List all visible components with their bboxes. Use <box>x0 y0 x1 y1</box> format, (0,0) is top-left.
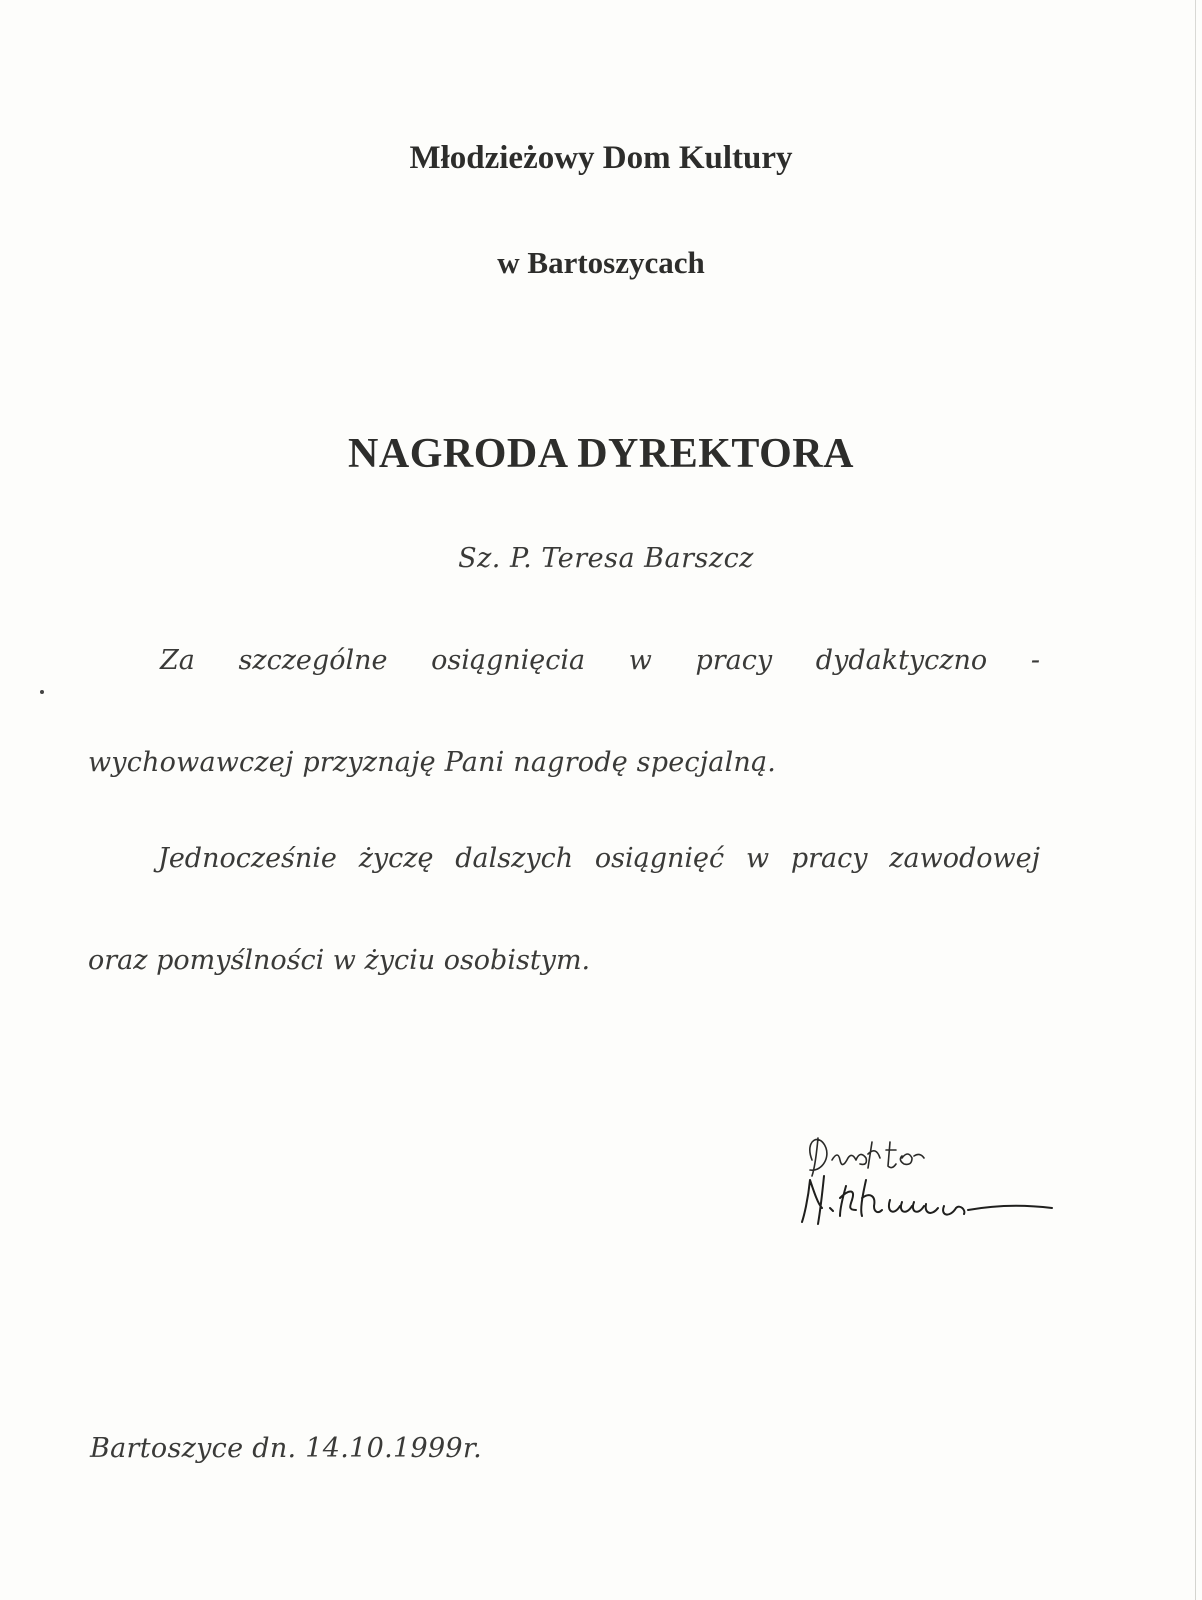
body-word: w <box>628 645 652 676</box>
body-word: osiągnięcia <box>431 645 586 676</box>
scan-edge-line <box>1195 0 1196 1600</box>
body-word: pracy <box>790 843 868 874</box>
body-word: Za <box>160 645 195 676</box>
body-word: dydaktyczno <box>815 645 988 676</box>
institution-name: Młodzieżowy Dom Kultury <box>409 140 793 176</box>
body-word: osiągnięć <box>594 843 725 874</box>
scan-speck <box>40 690 44 694</box>
institution-city: w Bartoszycach <box>497 245 705 280</box>
body-line-1 <box>160 645 1040 676</box>
body-line-2: wychowawczej przyznaję Pani nagrodę specjalną. <box>88 747 777 778</box>
body-word: dalszych <box>455 843 574 874</box>
signature-caption-stroke <box>810 1138 924 1176</box>
body-word: w <box>745 843 770 874</box>
body-word: - <box>1030 645 1040 676</box>
signature-main-stroke <box>802 1176 1052 1224</box>
body-word: szczególne <box>238 645 388 676</box>
recipient-name: Sz. P. Teresa Barszcz <box>458 543 754 574</box>
body-word: Jednocześnie <box>158 843 337 874</box>
body-line-4: oraz pomyślności w życiu osobistym. <box>88 945 591 976</box>
director-signature <box>790 1120 1080 1250</box>
date-line: Bartoszyce dn. 14.10.1999r. <box>90 1433 483 1464</box>
body-line-3 <box>158 843 1040 874</box>
award-title: NAGRODA DYREKTORA <box>348 431 854 477</box>
body-word: pracy <box>695 645 773 676</box>
body-word: zawodowej <box>889 843 1040 874</box>
body-word: życzę <box>358 843 434 874</box>
